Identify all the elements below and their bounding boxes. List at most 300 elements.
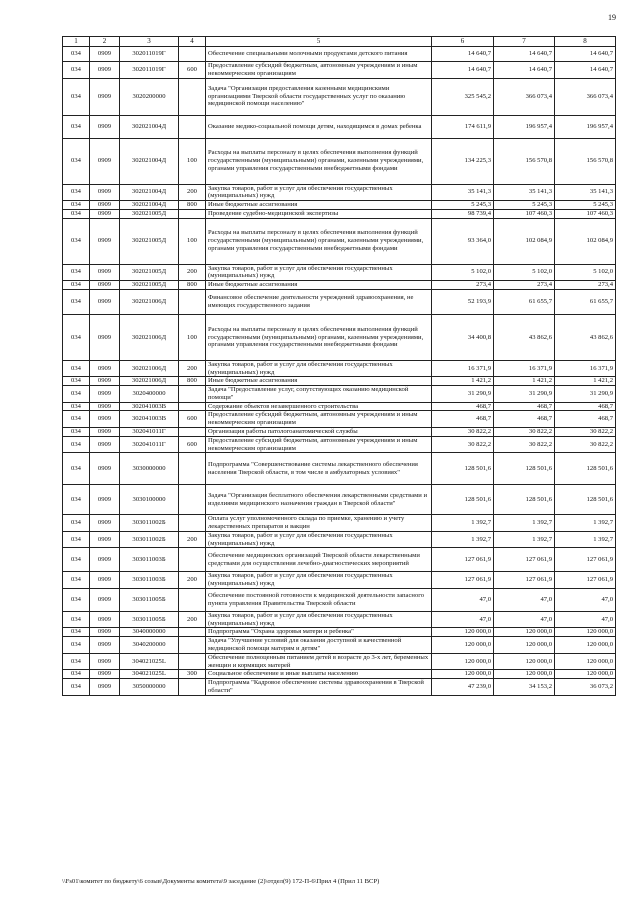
cell-code-ministry: 034 [63,314,90,360]
cell-code-ministry: 034 [63,653,90,670]
cell-amount-year1: 31 290,9 [432,386,494,403]
table-row [63,209,616,218]
cell-code-expense-type [179,679,206,696]
cell-amount-year1: 5 102,0 [432,264,494,281]
budget-table [62,36,616,696]
cell-amount-year1: 325 545,2 [432,78,494,115]
table-row [63,531,616,548]
cell-amount-year3: 128 501,6 [555,485,616,515]
cell-amount-year3: 43 862,6 [555,314,616,360]
cell-code-target: 302021006Д [120,360,179,377]
cell-amount-year1: 128 501,6 [432,453,494,485]
cell-code-target: 303011005Б [120,588,179,611]
cell-amount-year1: 47,0 [432,611,494,628]
cell-amount-year2: 107 460,3 [494,209,555,218]
cell-code-section: 0909 [90,201,120,210]
cell-code-ministry: 034 [63,47,90,62]
cell-code-section: 0909 [90,314,120,360]
cell-description: Задача "Организация предоставления казенными медицинскими организациями Тверской области государственных услуг по оказанию медицинской помощи населению" [206,78,432,115]
table-row [63,314,616,360]
cell-code-section: 0909 [90,588,120,611]
cell-amount-year1: 47 239,0 [432,679,494,696]
cell-amount-year2: 43 862,6 [494,314,555,360]
cell-amount-year3: 366 073,4 [555,78,616,115]
cell-code-target: 302021004Д [120,138,179,184]
cell-code-expense-type [179,515,206,532]
cell-code-expense-type [179,653,206,670]
cell-amount-year2: 1 392,7 [494,515,555,532]
cell-amount-year3: 107 460,3 [555,209,616,218]
cell-code-section: 0909 [90,264,120,281]
cell-description: Содержание объектов незавершенного строительства [206,402,432,411]
cell-code-ministry: 034 [63,402,90,411]
cell-description: Предоставление субсидий бюджетным, автономным учреждениям и иным некоммерческим организациям [206,411,432,428]
cell-code-target: 304021025L [120,653,179,670]
cell-code-target: 3040000000 [120,628,179,637]
cell-code-expense-type [179,588,206,611]
cell-code-ministry: 034 [63,289,90,314]
footer-file-path: \\Fs01\комитет по бюджету\6 созыв\Документы комитета\9 заседание (2)\отдел(9) 172-П-6\Прил 4 (Прил 11 ВСР) [62,878,380,885]
cell-amount-year2: 120 000,0 [494,653,555,670]
cell-description: Оплата услуг уполномоченного склада по приемке, хранению и учету лекарственных препаратов и вакцин [206,515,432,532]
cell-code-section: 0909 [90,611,120,628]
cell-code-ministry: 034 [63,138,90,184]
cell-amount-year2: 47,0 [494,611,555,628]
cell-amount-year2: 61 655,7 [494,289,555,314]
table-row [63,78,616,115]
cell-amount-year1: 47,0 [432,588,494,611]
cell-description: Иные бюджетные ассигнования [206,281,432,290]
cell-code-section: 0909 [90,377,120,386]
cell-description: Проведение судебно-медицинской экспертизы [206,209,432,218]
cell-amount-year1: 14 640,7 [432,47,494,62]
cell-code-section: 0909 [90,411,120,428]
cell-code-target: 303011005Б [120,611,179,628]
cell-amount-year1: 35 141,3 [432,184,494,201]
cell-code-ministry: 034 [63,201,90,210]
table-row [63,670,616,679]
cell-amount-year3: 14 640,7 [555,62,616,79]
cell-code-ministry: 034 [63,548,90,572]
cell-amount-year1: 1 392,7 [432,515,494,532]
cell-amount-year1: 98 739,4 [432,209,494,218]
cell-code-ministry: 034 [63,531,90,548]
table-row [63,289,616,314]
cell-code-target: 303011002Б [120,531,179,548]
cell-amount-year1: 120 000,0 [432,637,494,654]
cell-code-expense-type [179,453,206,485]
cell-code-expense-type [179,47,206,62]
cell-code-ministry: 034 [63,670,90,679]
cell-amount-year1: 120 000,0 [432,628,494,637]
cell-code-ministry: 034 [63,78,90,115]
cell-code-target: 302021004Д [120,115,179,138]
cell-amount-year3: 273,4 [555,281,616,290]
table-body [63,47,616,696]
page-number: 19 [608,13,616,22]
cell-code-target: 302021005Д [120,281,179,290]
cell-amount-year3: 468,7 [555,402,616,411]
header-col-2: 2 [90,37,120,47]
cell-amount-year3: 196 957,4 [555,115,616,138]
cell-code-expense-type: 200 [179,531,206,548]
cell-code-target: 302021006Д [120,314,179,360]
cell-code-section: 0909 [90,62,120,79]
cell-amount-year3: 14 640,7 [555,47,616,62]
cell-description: Оказание медико-социальной помощи детям, находящимся в домах ребенка [206,115,432,138]
cell-code-expense-type: 100 [179,218,206,264]
cell-amount-year3: 30 822,2 [555,436,616,453]
cell-code-target: 302021005Д [120,218,179,264]
cell-code-target: 303011002Б [120,515,179,532]
table-row [63,588,616,611]
cell-code-target: 302021005Д [120,264,179,281]
cell-description: Подпрограмма "Охрана здоровья матери и ребенка" [206,628,432,637]
cell-code-expense-type: 300 [179,670,206,679]
cell-amount-year2: 468,7 [494,411,555,428]
cell-amount-year1: 14 640,7 [432,62,494,79]
cell-amount-year1: 34 400,8 [432,314,494,360]
cell-amount-year3: 36 073,2 [555,679,616,696]
table-row [63,411,616,428]
table-row [63,201,616,210]
cell-description: Задача "Организация бесплатного обеспечения лекарственными средствами и изделиями медицинского назначения граждан в Тверской области" [206,485,432,515]
cell-code-section: 0909 [90,386,120,403]
cell-code-section: 0909 [90,531,120,548]
cell-amount-year1: 1 421,2 [432,377,494,386]
cell-code-target: 3050000000 [120,679,179,696]
cell-code-section: 0909 [90,209,120,218]
cell-amount-year3: 1 421,2 [555,377,616,386]
cell-amount-year3: 156 570,8 [555,138,616,184]
cell-code-expense-type: 800 [179,377,206,386]
cell-code-expense-type: 200 [179,360,206,377]
header-col-1: 1 [63,37,90,47]
cell-amount-year1: 30 822,2 [432,428,494,437]
cell-code-ministry: 034 [63,115,90,138]
cell-code-section: 0909 [90,548,120,572]
cell-code-ministry: 034 [63,436,90,453]
cell-code-ministry: 034 [63,386,90,403]
table-row [63,360,616,377]
cell-code-expense-type: 200 [179,184,206,201]
table-row [63,138,616,184]
cell-code-target: 302021004Д [120,184,179,201]
cell-code-section: 0909 [90,428,120,437]
cell-code-expense-type: 100 [179,314,206,360]
cell-code-expense-type [179,386,206,403]
cell-amount-year2: 14 640,7 [494,62,555,79]
cell-description: Иные бюджетные ассигнования [206,377,432,386]
cell-amount-year1: 468,7 [432,411,494,428]
cell-code-section: 0909 [90,679,120,696]
cell-code-expense-type [179,209,206,218]
cell-code-ministry: 034 [63,428,90,437]
cell-amount-year3: 128 501,6 [555,453,616,485]
cell-amount-year1: 120 000,0 [432,670,494,679]
cell-code-section: 0909 [90,637,120,654]
cell-code-section: 0909 [90,360,120,377]
cell-code-expense-type [179,637,206,654]
cell-code-target: 302041003В [120,411,179,428]
table-row [63,386,616,403]
header-col-7: 7 [494,37,555,47]
cell-amount-year3: 120 000,0 [555,653,616,670]
cell-code-section: 0909 [90,515,120,532]
cell-code-section: 0909 [90,115,120,138]
table-row [63,184,616,201]
cell-code-ministry: 034 [63,184,90,201]
cell-code-section: 0909 [90,218,120,264]
cell-code-expense-type: 600 [179,436,206,453]
cell-amount-year3: 120 000,0 [555,637,616,654]
table-row [63,377,616,386]
cell-amount-year2: 120 000,0 [494,637,555,654]
cell-amount-year2: 128 501,6 [494,485,555,515]
cell-code-expense-type [179,289,206,314]
cell-code-expense-type [179,428,206,437]
cell-code-target: 303011003Б [120,548,179,572]
cell-code-ministry: 034 [63,572,90,589]
cell-code-expense-type [179,485,206,515]
cell-code-expense-type [179,628,206,637]
cell-amount-year2: 31 290,9 [494,386,555,403]
cell-amount-year1: 128 501,6 [432,485,494,515]
table-row [63,653,616,670]
cell-description: Обеспечение постоянной готовности к медицинской деятельности запасного пункта управления Правительства Тверской области [206,588,432,611]
cell-amount-year1: 93 364,0 [432,218,494,264]
cell-code-expense-type: 800 [179,201,206,210]
cell-amount-year2: 102 084,9 [494,218,555,264]
cell-code-target: 303011003Б [120,572,179,589]
cell-code-section: 0909 [90,485,120,515]
table-row [63,548,616,572]
cell-description: Закупка товаров, работ и услуг для обеспечения государственных (муниципальных) нужд [206,572,432,589]
cell-code-expense-type: 600 [179,411,206,428]
cell-code-ministry: 034 [63,264,90,281]
table-row [63,628,616,637]
table-row [63,115,616,138]
cell-code-target: 302011019Г [120,47,179,62]
table-row [63,679,616,696]
cell-code-section: 0909 [90,289,120,314]
cell-amount-year1: 468,7 [432,402,494,411]
cell-code-target: 302021006Д [120,289,179,314]
cell-code-section: 0909 [90,47,120,62]
cell-description: Закупка товаров, работ и услуг для обеспечения государственных (муниципальных) нужд [206,611,432,628]
cell-code-ministry: 034 [63,281,90,290]
table-row [63,62,616,79]
table-row [63,264,616,281]
cell-description: Обеспечение медицинских организаций Тверской области лекарственными средствами для осуществления лечебно-диагностических мероприятий [206,548,432,572]
cell-code-target: 302011019Г [120,62,179,79]
cell-description: Закупка товаров, работ и услуг для обеспечения государственных (муниципальных) нужд [206,264,432,281]
cell-code-target: 302041011Г [120,428,179,437]
table-row [63,436,616,453]
cell-description: Закупка товаров, работ и услуг для обеспечения государственных (муниципальных) нужд [206,184,432,201]
cell-description: Расходы на выплаты персоналу в целях обеспечения выполнения функций государственными (муниципальными) органами, казенными учреждениями, органами управления государственными внебюджетными фондами [206,218,432,264]
cell-amount-year3: 47,0 [555,611,616,628]
cell-amount-year2: 30 822,2 [494,428,555,437]
cell-code-expense-type: 600 [179,62,206,79]
cell-code-target: 302021006Д [120,377,179,386]
cell-amount-year1: 127 061,9 [432,572,494,589]
cell-code-section: 0909 [90,453,120,485]
table-row [63,281,616,290]
cell-description: Расходы на выплаты персоналу в целях обеспечения выполнения функций государственными (муниципальными) органами, казенными учреждениями, органами управления государственными внебюджетными фондами [206,138,432,184]
cell-description: Предоставление субсидий бюджетным, автономным учреждениям и иным некоммерческим организациям [206,62,432,79]
cell-amount-year2: 16 371,9 [494,360,555,377]
cell-amount-year1: 120 000,0 [432,653,494,670]
cell-amount-year2: 128 501,6 [494,453,555,485]
cell-code-expense-type: 800 [179,281,206,290]
cell-description: Предоставление субсидий бюджетным, автономным учреждениям и иным некоммерческим организациям [206,436,432,453]
header-col-8: 8 [555,37,616,47]
cell-amount-year2: 196 957,4 [494,115,555,138]
cell-amount-year1: 5 245,3 [432,201,494,210]
cell-amount-year2: 1 392,7 [494,531,555,548]
cell-amount-year2: 273,4 [494,281,555,290]
cell-description: Обеспечение специальными молочными продуктами детского питания [206,47,432,62]
cell-code-target: 3040200000 [120,637,179,654]
table-row [63,402,616,411]
cell-amount-year2: 120 000,0 [494,628,555,637]
cell-amount-year3: 31 290,9 [555,386,616,403]
cell-code-ministry: 034 [63,209,90,218]
cell-code-ministry: 034 [63,377,90,386]
cell-code-target: 3020400000 [120,386,179,403]
cell-code-ministry: 034 [63,62,90,79]
cell-amount-year3: 1 392,7 [555,515,616,532]
cell-code-target: 3030100000 [120,485,179,515]
cell-code-section: 0909 [90,402,120,411]
cell-amount-year2: 47,0 [494,588,555,611]
cell-code-section: 0909 [90,653,120,670]
cell-code-ministry: 034 [63,679,90,696]
cell-description: Закупка товаров, работ и услуг для обеспечения государственных (муниципальных) нужд [206,531,432,548]
cell-amount-year3: 16 371,9 [555,360,616,377]
cell-amount-year2: 156 570,8 [494,138,555,184]
header-col-3: 3 [120,37,179,47]
cell-code-expense-type: 200 [179,572,206,589]
header-col-6: 6 [432,37,494,47]
cell-code-target: 302021005Д [120,209,179,218]
cell-description: Иные бюджетные ассигнования [206,201,432,210]
header-col-5: 5 [206,37,432,47]
cell-code-section: 0909 [90,670,120,679]
cell-amount-year1: 174 611,9 [432,115,494,138]
cell-amount-year3: 127 061,9 [555,572,616,589]
cell-code-ministry: 034 [63,628,90,637]
table-row [63,453,616,485]
cell-code-expense-type: 200 [179,611,206,628]
cell-code-ministry: 034 [63,611,90,628]
cell-code-expense-type [179,548,206,572]
header-col-4: 4 [179,37,206,47]
cell-code-target: 302041003В [120,402,179,411]
table-row [63,428,616,437]
cell-description: Организация работы патологоанатомической службы [206,428,432,437]
cell-amount-year3: 1 392,7 [555,531,616,548]
table-row [63,637,616,654]
cell-amount-year2: 127 061,9 [494,548,555,572]
cell-amount-year2: 35 141,3 [494,184,555,201]
cell-code-expense-type [179,115,206,138]
cell-amount-year2: 34 153,2 [494,679,555,696]
cell-description: Задача "Предоставление услуг, сопутствующих оказанию медицинской помощи" [206,386,432,403]
cell-amount-year2: 30 822,2 [494,436,555,453]
cell-description: Закупка товаров, работ и услуг для обеспечения государственных (муниципальных) нужд [206,360,432,377]
cell-code-section: 0909 [90,78,120,115]
cell-code-section: 0909 [90,281,120,290]
cell-code-ministry: 034 [63,453,90,485]
cell-code-section: 0909 [90,436,120,453]
cell-code-target: 302021004Д [120,201,179,210]
cell-amount-year2: 1 421,2 [494,377,555,386]
cell-amount-year2: 366 073,4 [494,78,555,115]
cell-description: Финансовое обеспечение деятельности учреждений здравоохранения, не имеющих государственного задания [206,289,432,314]
cell-code-target: 304021025L [120,670,179,679]
cell-code-section: 0909 [90,628,120,637]
cell-amount-year2: 5 102,0 [494,264,555,281]
cell-code-ministry: 034 [63,485,90,515]
table-row [63,611,616,628]
cell-description: Задача "Улучшение условий для оказания доступной и качественной медицинской помощи матерям и детям" [206,637,432,654]
cell-amount-year3: 30 822,2 [555,428,616,437]
cell-code-expense-type: 100 [179,138,206,184]
cell-amount-year2: 468,7 [494,402,555,411]
table-row [63,218,616,264]
cell-amount-year2: 14 640,7 [494,47,555,62]
cell-code-ministry: 034 [63,588,90,611]
cell-amount-year3: 5 102,0 [555,264,616,281]
cell-amount-year3: 120 000,0 [555,628,616,637]
cell-description: Социальное обеспечение и иные выплаты населению [206,670,432,679]
cell-description: Обеспечение полноценным питанием детей в возрасте до 3-х лет, беременных женщин и кормящих матерей [206,653,432,670]
table-row [63,47,616,62]
cell-code-ministry: 034 [63,218,90,264]
cell-code-ministry: 034 [63,637,90,654]
cell-code-section: 0909 [90,138,120,184]
cell-amount-year3: 102 084,9 [555,218,616,264]
cell-code-section: 0909 [90,572,120,589]
header-row [63,37,616,47]
cell-code-ministry: 034 [63,515,90,532]
cell-amount-year3: 35 141,3 [555,184,616,201]
cell-code-target: 3030000000 [120,453,179,485]
cell-amount-year2: 5 245,3 [494,201,555,210]
cell-amount-year3: 47,0 [555,588,616,611]
cell-code-target: 3020200000 [120,78,179,115]
cell-description: Подпрограмма "Совершенствование системы лекарственного обеспечения населения Тверской области, в том числе в амбулаторных условиях" [206,453,432,485]
cell-description: Подпрограмма "Кадровое обеспечение системы здравоохранения в Тверской области" [206,679,432,696]
cell-amount-year3: 5 245,3 [555,201,616,210]
cell-amount-year1: 273,4 [432,281,494,290]
cell-amount-year2: 120 000,0 [494,670,555,679]
table-row [63,485,616,515]
cell-amount-year1: 1 392,7 [432,531,494,548]
cell-amount-year3: 61 655,7 [555,289,616,314]
cell-amount-year3: 120 000,0 [555,670,616,679]
cell-amount-year1: 134 225,3 [432,138,494,184]
table-row [63,572,616,589]
cell-amount-year3: 468,7 [555,411,616,428]
cell-code-ministry: 034 [63,411,90,428]
cell-amount-year1: 16 371,9 [432,360,494,377]
cell-description: Расходы на выплаты персоналу в целях обеспечения выполнения функций государственными (муниципальными) органами, казенными учреждениями, органами управления государственными внебюджетными фондами [206,314,432,360]
cell-amount-year1: 30 822,2 [432,436,494,453]
cell-code-ministry: 034 [63,360,90,377]
